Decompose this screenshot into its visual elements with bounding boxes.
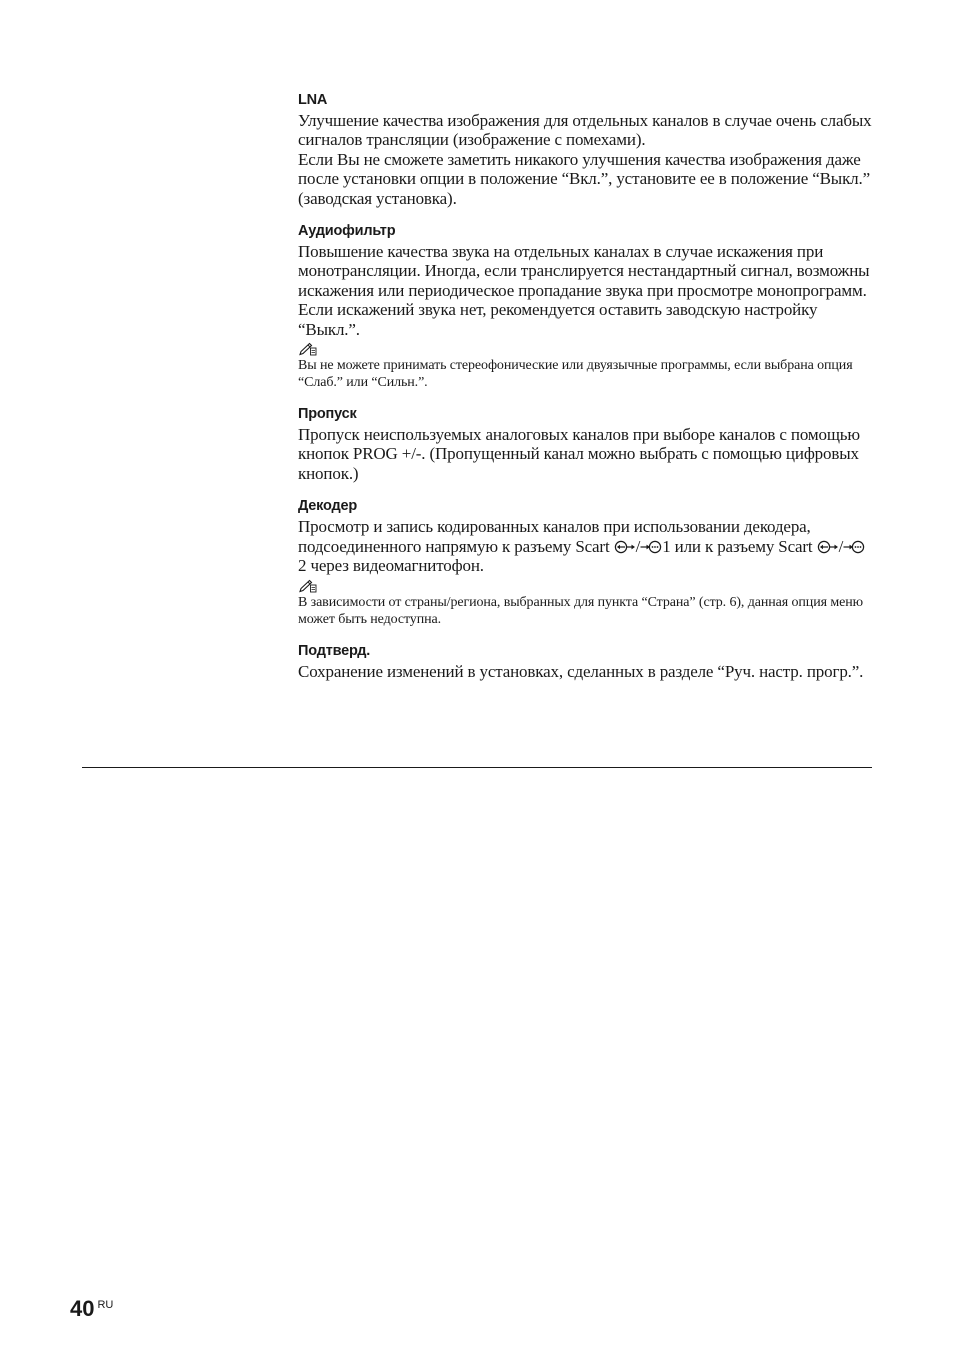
note: [298, 342, 872, 391]
page-number: 40: [70, 1296, 95, 1321]
scart-input-icon: [614, 540, 636, 554]
section-paragraph: Если Вы не сможете заметить никакого улучшения качества изображения даже после установки опции в положение “Вкл.”, установите ее в положение “Выкл.” (заводская установка).: [298, 149, 871, 208]
scart-input-icon: [817, 540, 839, 554]
section-paragraph: Сохранение изменений в установках, сделанных в разделе “Руч. настр. прогр.”.: [298, 661, 864, 681]
section-lna: [298, 91, 872, 208]
note-text: Вы не можете принимать стереофонические или двуязычные программы, если выбрана опция “Слаб.” или “Сильн.”.: [298, 358, 853, 391]
note: [298, 579, 872, 628]
section-paragraph: Улучшение качества изображения для отдельных каналов в случае очень слабых сигналов трансляции (изображение с помехами).: [298, 111, 872, 150]
scart-output-icon: [640, 540, 662, 554]
section-audio-filter: [298, 222, 872, 391]
section-paragraph: [298, 517, 872, 575]
section-heading: Декодер: [298, 498, 358, 515]
section-divider: [82, 767, 872, 768]
section-decoder: [298, 497, 872, 627]
section-heading: Подтверд.: [298, 642, 371, 659]
page-language: RU: [97, 1299, 114, 1311]
text-part: Просмотр и запись кодированных каналов при использовании декодера, подсоединенного напрямую к разъему Scart: [298, 517, 811, 556]
text-part: /: [635, 536, 641, 556]
section-heading: LNA: [298, 92, 328, 108]
section-confirm: [298, 642, 872, 681]
section-skip: [298, 405, 872, 483]
section-heading: Пропуск: [298, 406, 357, 423]
text-part: 1 или к разъему Scart: [662, 536, 817, 556]
section-heading: Аудиофильтр: [298, 223, 396, 240]
section-paragraph: Пропуск неиспользуемых аналоговых каналов при выборе каналов с помощью кнопок PROG +/-. (Пропущенный канал можно выбрать с помощью цифровых кнопок.): [298, 425, 860, 483]
note-text: В зависимости от страны/региона, выбранных для пункта “Страна” (стр. 6), данная опция меню может быть недоступна.: [298, 594, 863, 627]
pencil-note-icon: [298, 579, 318, 593]
section-paragraph: Если искажений звука нет, рекомендуется оставить заводскую настройку “Выкл.”.: [298, 300, 818, 339]
text-part: 2 через видеомагнитофон.: [298, 556, 484, 576]
text-part: /: [838, 536, 844, 556]
settings-description: [298, 91, 872, 695]
section-paragraph: Повышение качества звука на отдельных каналах в случае искажения при монотрансляции. Иногда, если транслируется нестандартный сигнал, возможны искажения или периодическое пропадание звука при просмотре монопрограмм.: [298, 242, 870, 300]
scart-output-icon: [843, 540, 865, 554]
pencil-note-icon: [298, 342, 318, 356]
page-footer: [70, 1296, 113, 1322]
